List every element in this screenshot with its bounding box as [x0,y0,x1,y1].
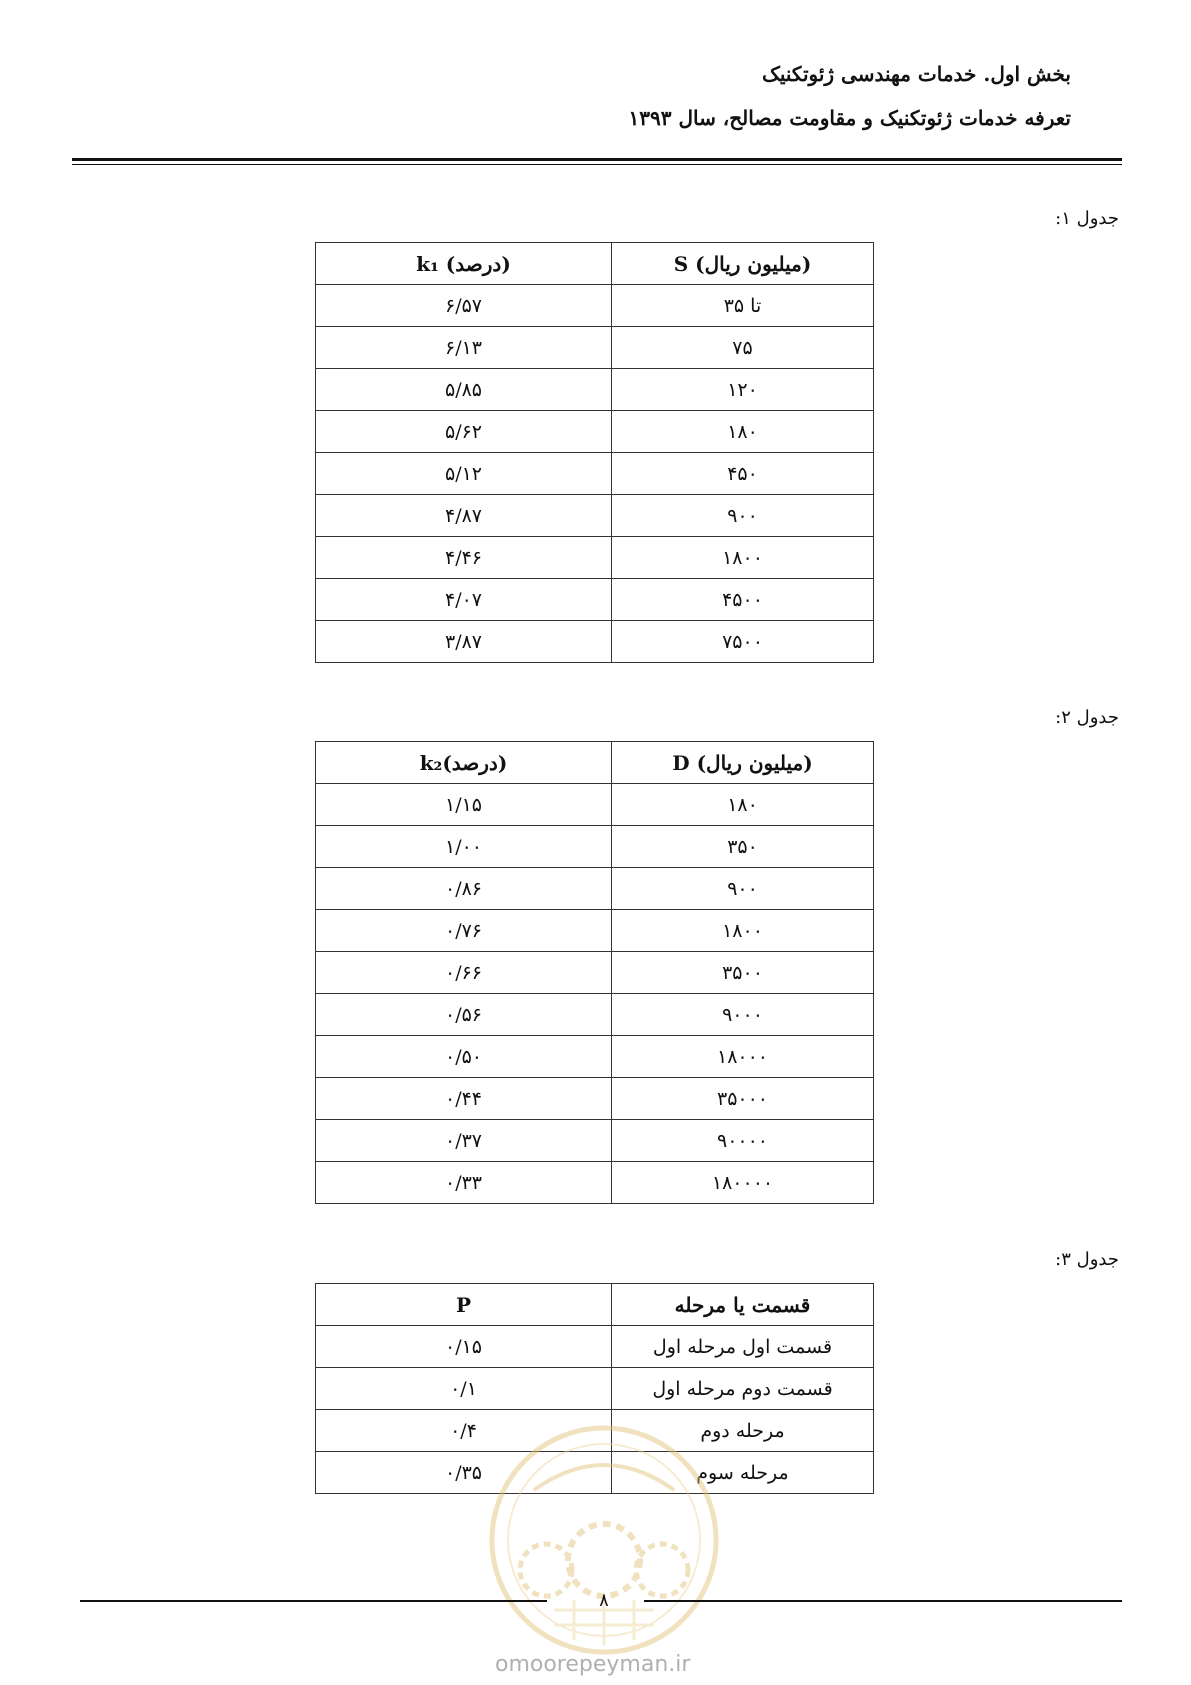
cell-stage: مرحله دوم [612,1410,874,1452]
cell-k2: ۰/۴۴ [316,1078,612,1120]
cell-s: ۱۲۰ [612,369,874,411]
cell-k2: ۰/۵۶ [316,994,612,1036]
header-title-line1: بخش اول. خدمات مهندسی ژئوتکنیک [761,62,1071,86]
cell-k1: ۵/۶۲ [316,411,612,453]
table2-col-d-header: (میلیون ریال) D [612,742,874,784]
table-row [316,369,874,411]
cell-d: ۳۵۰ [612,826,874,868]
table-row [316,1368,874,1410]
table-header-row [316,742,874,784]
cell-d: ۹۰۰۰ [612,994,874,1036]
cell-p: ۰/۳۵ [316,1452,612,1494]
cell-d: ۱۸۰ [612,784,874,826]
table2 [315,741,874,1204]
table-row [316,1078,874,1120]
table-row [316,1036,874,1078]
cell-k2: ۰/۷۶ [316,910,612,952]
table-row [316,579,874,621]
table-header-row [316,243,874,285]
watermark-site-text: omoorepeyman.ir [495,1652,691,1677]
cell-k2: ۱/۰۰ [316,826,612,868]
cell-k2: ۰/۶۶ [316,952,612,994]
cell-k1: ۴/۴۶ [316,537,612,579]
table-row [316,952,874,994]
watermark-seal-icon [484,1420,724,1660]
table1-col-s-header: (میلیون ریال) S [612,243,874,285]
table-header-row [316,1284,874,1326]
cell-s: ۱۸۰۰ [612,537,874,579]
table-row [316,285,874,327]
table-row [316,994,874,1036]
cell-k1: ۶/۱۳ [316,327,612,369]
cell-stage: مرحله سوم [612,1452,874,1494]
table2-col-k2-header: (درصد)k₂ [316,742,612,784]
table-row [316,910,874,952]
header-rule-thick [72,158,1122,161]
table-row [316,1326,874,1368]
cell-d: ۱۸۰۰۰۰ [612,1162,874,1204]
cell-k2: ۰/۵۰ [316,1036,612,1078]
table3-col-stage-header: قسمت یا مرحله [612,1284,874,1326]
cell-stage: قسمت اول مرحله اول [612,1326,874,1368]
table-row [316,453,874,495]
cell-k2: ۰/۳۷ [316,1120,612,1162]
cell-s: ۴۵۰ [612,453,874,495]
cell-k1: ۵/۱۲ [316,453,612,495]
cell-p: ۰/۱۵ [316,1326,612,1368]
table3-caption: جدول ۳: [1055,1249,1119,1270]
header-rule-thin [72,164,1122,165]
table-row [316,327,874,369]
header-title-line2: تعرفه خدمات ژئوتکنیک و مقاومت مصالح، سال ۱۳۹۳ [628,106,1071,130]
table-row [316,826,874,868]
cell-k2: ۰/۸۶ [316,868,612,910]
table1-caption: جدول ۱: [1055,208,1119,229]
cell-k1: ۴/۸۷ [316,495,612,537]
cell-d: ۹۰۰ [612,868,874,910]
cell-d: ۳۵۰۰ [612,952,874,994]
cell-s: ۹۰۰ [612,495,874,537]
cell-s: ۴۵۰۰ [612,579,874,621]
table1 [315,242,874,663]
table-row [316,537,874,579]
cell-d: ۱۸۰۰۰ [612,1036,874,1078]
cell-d: ۹۰۰۰۰ [612,1120,874,1162]
table-row [316,495,874,537]
cell-s: ۷۵۰۰ [612,621,874,663]
cell-k1: ۴/۰۷ [316,579,612,621]
cell-k1: ۵/۸۵ [316,369,612,411]
table-row [316,784,874,826]
cell-s: ۱۸۰ [612,411,874,453]
table1-col-k1-header: (درصد) k₁ [316,243,612,285]
cell-stage: قسمت دوم مرحله اول [612,1368,874,1410]
page-number: ۸ [599,1590,609,1611]
cell-s: تا ۳۵ [612,285,874,327]
cell-p: ۰/۴ [316,1410,612,1452]
cell-k1: ۶/۵۷ [316,285,612,327]
footer-rule-left [80,1600,547,1602]
table-row [316,1162,874,1204]
footer-rule-right [644,1600,1122,1602]
cell-k1: ۳/۸۷ [316,621,612,663]
cell-s: ۷۵ [612,327,874,369]
cell-d: ۳۵۰۰۰ [612,1078,874,1120]
table-row [316,621,874,663]
table2-caption: جدول ۲: [1055,707,1119,728]
table-row [316,1120,874,1162]
cell-d: ۱۸۰۰ [612,910,874,952]
table-row [316,411,874,453]
table-row [316,868,874,910]
cell-p: ۰/۱ [316,1368,612,1410]
table3-col-p-header: P [316,1284,612,1326]
cell-k2: ۱/۱۵ [316,784,612,826]
cell-k2: ۰/۳۳ [316,1162,612,1204]
